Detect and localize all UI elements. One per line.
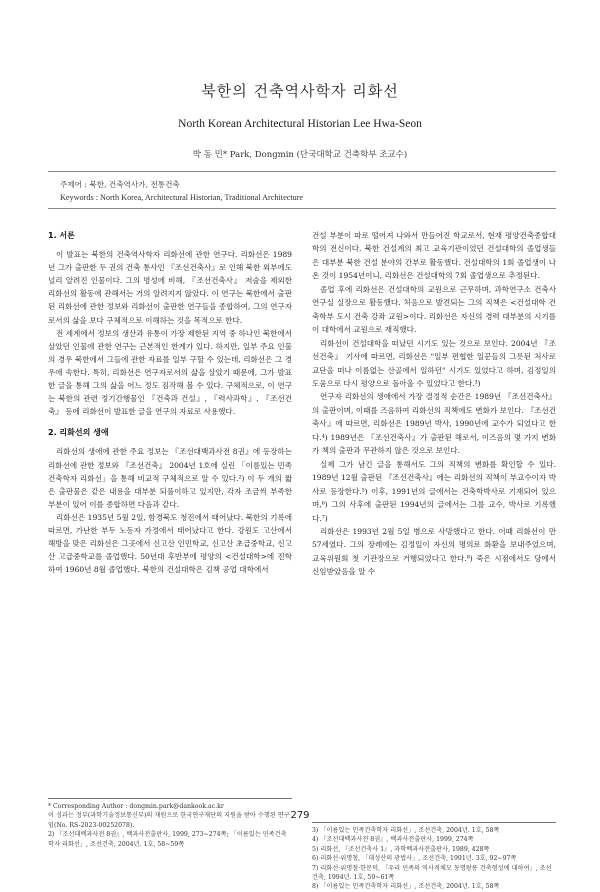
author-line: 박 동 민* Park, Dongmin (단국대학교 건축학부 조교수) [192, 150, 408, 160]
body-paragraph: 전 세계에서 정보의 생산과 유통이 가장 제한된 지역 중 하나인 북한에서 살았던 인물에 관한 연구는 근본적인 한계가 있다. 하지만, 일부 주요 인물의 경우 북한에서 그들에 관한 자료를 일부 구할 수 있는데, 리화선은 그 경우에 속한다. 특히, 리화선은 연구자로서의 삶을 살았기 때문에, 그가 발표한 글을 통해 그의 삶을 어느 정도 짐작해 볼 수 있다. 구체적으로, 이 연구는 북한의 관련 정기간행물인 『건축과 건설』, 『력사과학』, 『조선건축』 등에 리화선이 발표한 글을 연구의 자료로 사용했다. [48, 328, 292, 417]
footnote-item: 6) 리화선·위명철, 「대성산의 광법사」, 조선건축, 1991년. 3호, 92~97쪽 [312, 855, 517, 863]
keywords-english: Keywords : North Korea, Architectural Historian, Traditional Architecture [60, 193, 304, 202]
footnote-item: 4) 『조선대백과사전 8권』, 백과사전출판사, 1999, 274쪽 [312, 836, 474, 844]
paper-title-korean: 북한의 건축역사학자 리화선 [201, 82, 399, 100]
body-paragraph: 리화선은 1993년 2월 5일 병으로 사망했다고 한다. 이때 리화선이 만 57세였다. 그의 장례에는 김정일이 자신의 명의로 화환을 보내주었으며, 교육위원회 첫 기관장으로 거행되었다고 한다.⁸) 죽은 시점에서도 당에서 신임받았음을 알 수 [312, 526, 556, 577]
left-column [48, 229, 292, 576]
footnote-item: 5) 리화선, 『조선건축사 1』, 과학백과사전출판사, 1989, 428쪽 [312, 845, 490, 853]
footnote-corresponding-author: * Corresponding Author : dongmin.park@dankook.ac.kr [48, 803, 224, 810]
footnote-item: 2) 『조선대백과사전 8권』, 백과사전출판사, 1999, 273~274쪽; 「이름있는 민족건축학자 리화선」, 조선건축, 2004년. 1호, 58~59쪽 [48, 831, 287, 848]
footnotes-left [48, 798, 292, 849]
footnotes-right [312, 822, 556, 892]
section-heading-biography: 2. 리화선의 생애 [48, 428, 109, 438]
right-column [312, 229, 556, 579]
paper-title-english: North Korean Architectural Historian Lee Hwa-Seon [178, 118, 422, 130]
body-paragraph: 이 발표는 북한의 건축역사학자 리화선에 관한 연구다. 리화선은 1989년 그가 출판한 두 권의 건축 통사인 『조선건축사』로 인해 북한 외부에도 널리 알려진 인물이다. 그의 명성에 비해, 『조선건축사』 저술을 제외한 리화선의 활동에 관해서는 거의 알려지지 않았다. 이 연구는 북한에서 출판된 리화선에 관한 정보와 리화선이 출판한 연구들을 종합하여, 그의 연구자로서의 삶을 보다 구체적으로 이해하는 것을 목적으로 한다. [48, 250, 292, 325]
footnote-funding: 이 성과는 정부(과학기술정보통신부)의 재원으로 한국연구재단의 지원을 받아 수행된 연구임(No. RS-2023-00252078). [48, 812, 290, 829]
body-paragraph: 실제 그가 남긴 글을 통해서도 그의 직책의 변화를 확인할 수 있다. 1989년 12월 출판된 『조선건축사』에는 리화선의 직책이 부교수이자 박사로 등장한다.⁵) 이후, 1991년의 글에서는 건축학박사로 기재되어 있으며,⁶) 그의 사후에 출판된 1994년의 글에서는 그를 교수, 박사로 기록했다.⁷) [312, 459, 556, 523]
keywords-box [48, 171, 556, 209]
section-heading-introduction: 1. 서론 [48, 231, 75, 240]
body-paragraph: 연구자 리화선의 생애에서 가장 결정적 순간은 1989년 『조선건축사』의 출판이며, 이때를 즈음하여 리화선의 직책에도 변화가 보인다. 『조선건축사』에 따르면, 리화선은 1989년 박사, 1990년에 교수가 되었다고 한다.⁴) 1989년은 『조선건축사』가 출판된 해로서, 이즈음의 몇 가지 변화가 책의 출판과 무관하지 않은 것으로 보인다. [312, 392, 556, 456]
page-number: 279 [290, 810, 310, 821]
body-paragraph-continued: 건설 부분이 따로 떨어져 나와서 만들어진 학교로서, 현재 평양건축종합대학의 전신이다. 북한 건설계의 최고 교육기관이었던 건설대학의 졸업생들은 대부분 북한 건설 분야의 간부로 활동했다. 건설대학의 1회 졸업생이 나온 것이 1954년이니, 리화선은 건설대학의 7회 졸업생으로 추정된다. [312, 231, 556, 281]
body-paragraph: 리화선이 건설대학을 떠났던 시기도 있는 것으로 보인다. 2004년 『조선건축』 기사에 따르면, 리화선은 "일부 편협한 일꾼들의 그릇된 처사로 교단을 떠나 이름없는 산골에서 일하던" 시기도 있었다고 하며, 김정일의 도움으로 다시 평양으로 돌아올 수 있었다고 한다.³) [312, 338, 556, 388]
body-paragraph: 리화선은 1935년 5월 2일, 함경북도 청진에서 태어났다. 북한의 기록에 따르면, 가난한 부두 노동자 가정에서 태어났다고 한다. 강원도 고산에서 해방을 맞은 리화선은 그곳에서 신고산 인민학교, 신고산 초급중학교, 신고산 고급중학교를 졸업했다. 50년대 후반부에 평양의 <건설대학>에 진학하여 1960년 8월 졸업했다. 북한의 건설대학은 김책 공업 대학에서 [48, 512, 292, 575]
body-paragraph: 리화선의 생애에 관한 주요 정보는 『조선대백과사전 8권』에 등장하는 리화선에 관한 정보와 『조선건축』 2004년 1호에 실린 「이름있는 민족건축학자 리화선」을 통해 비교적 구체적으로 알 수 있다.²) 이 두 개의 짧은 출판물은 같은 내용을 대부분 되풀이하고 있지만, 각자 조금씩 부족한 부분이 있어 이를 종합하면 다음과 같다. [48, 447, 292, 509]
footnote-item: 3) 「이름있는 민족건축학자 리화선」, 조선건축, 2004년. 1호, 58쪽 [312, 827, 500, 834]
keywords-korean: 주제어 : 북한, 건축역사가, 전통건축 [60, 180, 180, 189]
footnote-item: 8) 「이름있는 민족건축학자 리화선」, 조선건축, 2004년. 1호, 58쪽 [312, 883, 500, 891]
body-paragraph: 졸업 후에 리화선은 건설대학의 교원으로 근무하며, 과학연구소 건축사연구실 실장으로 활동했다. 처음으로 발견되는 그의 직책은 <건설대학 건축학부 도시 건축 강좌 교원>이다. 리화선은 자신의 경력 대부분의 시기를 이 대학에서 교원으로 재직했다. [312, 284, 556, 335]
footnote-item: 7) 리화선·위명철·한문덕, 「우리 민족의 역사적체모 동명왕릉 건축형성에 대하여」, 조선건축, 1994년. 1호, 59~61쪽 [312, 864, 552, 882]
